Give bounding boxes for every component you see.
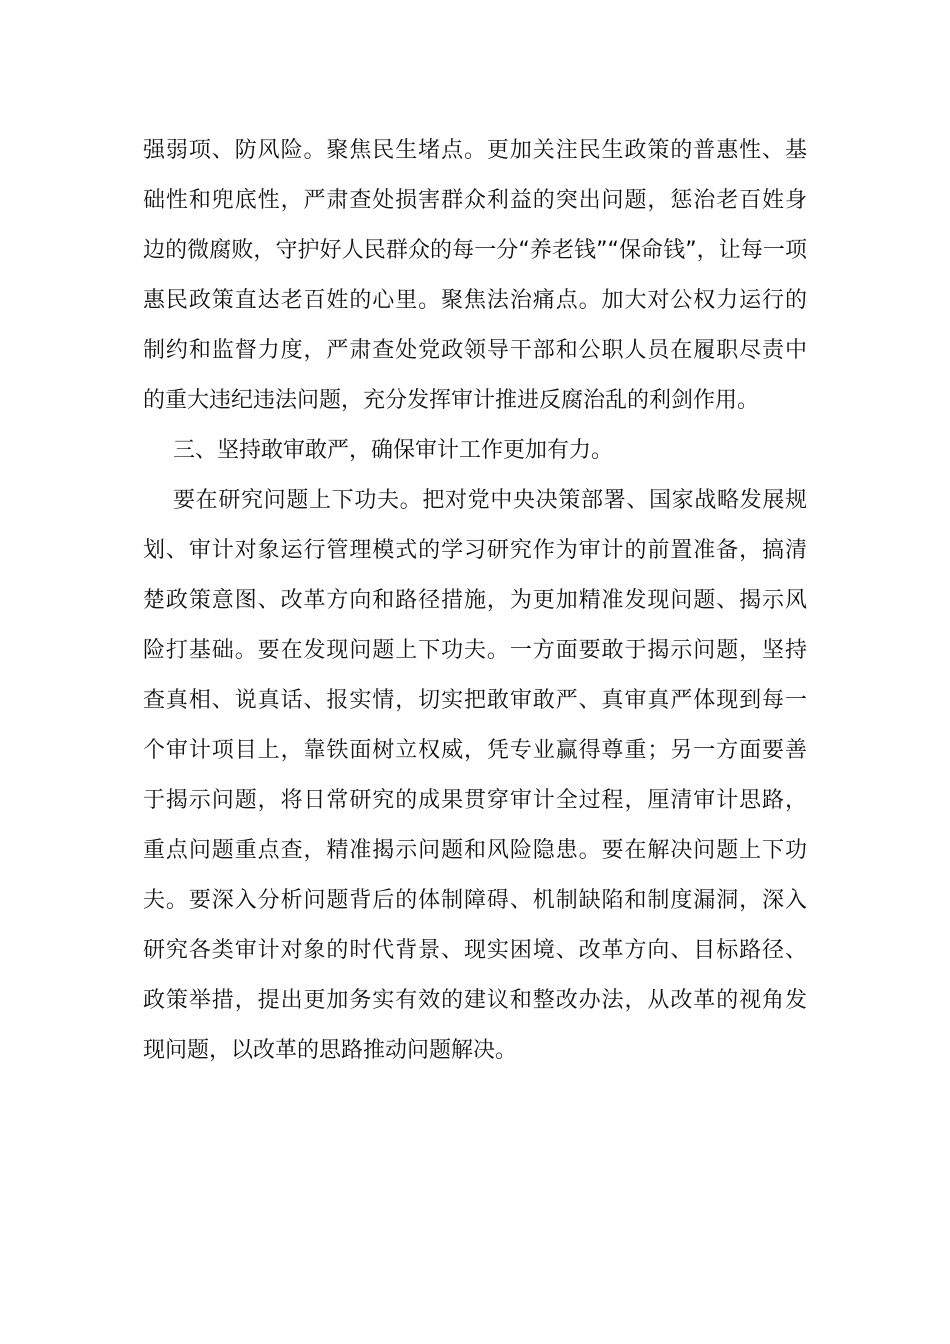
text-line: 政策举措，提出更加务实有效的建议和整改办法，从改革的视角发 <box>143 988 807 1013</box>
text-line: 重点问题重点查，精准揭示问题和风险隐患。要在解决问题上下功 <box>143 838 807 863</box>
text-line: 于揭示问题，将日常研究的成果贯穿审计全过程，厘清审计思路， <box>143 788 807 813</box>
text-line: 础性和兜底性，严肃查处损害群众利益的突出问题，惩治老百姓身 <box>143 188 807 213</box>
text-line: 的重大违纪违法问题，充分发挥审计推进反腐治乱的利剑作用。 <box>143 388 760 413</box>
text-line: 强弱项、防风险。聚焦民生堵点。更加关注民生政策的普惠性、基 <box>143 138 807 163</box>
text-line: 要在研究问题上下功夫。把对党中央决策部署、国家战略发展规 <box>173 488 807 513</box>
text-line: 边的微腐败，守护好人民群众的每一分“养老钱”“保命钱”，让每一项 <box>143 238 807 263</box>
text-line: 险打基础。要在发现问题上下功夫。一方面要敢于揭示问题，坚持 <box>143 638 807 663</box>
text-line: 楚政策意图、改革方向和路径措施，为更加精准发现问题、揭示风 <box>143 588 807 613</box>
text-line: 划、审计对象运行管理模式的学习研究作为审计的前置准备，搞清 <box>143 538 807 563</box>
section-heading: 三、坚持敢审敢严，确保审计工作更加有力。 <box>173 438 614 463</box>
text-line: 现问题，以改革的思路推动问题解决。 <box>143 1038 518 1063</box>
text-line: 夫。要深入分析问题背后的体制障碍、机制缺陷和制度漏洞，深入 <box>143 888 807 913</box>
text-line: 研究各类审计对象的时代背景、现实困境、改革方向、目标路径、 <box>143 938 807 963</box>
document-body <box>143 126 807 1076</box>
text-line: 个审计项目上，靠铁面树立权威，凭专业赢得尊重；另一方面要善 <box>143 738 807 763</box>
text-line: 制约和监督力度，严肃查处党政领导干部和公职人员在履职尽责中 <box>143 338 807 363</box>
text-line: 惠民政策直达老百姓的心里。聚焦法治痛点。加大对公权力运行的 <box>143 288 807 313</box>
text-line: 查真相、说真话、报实情，切实把敢审敢严、真审真严体现到每一 <box>143 688 807 713</box>
